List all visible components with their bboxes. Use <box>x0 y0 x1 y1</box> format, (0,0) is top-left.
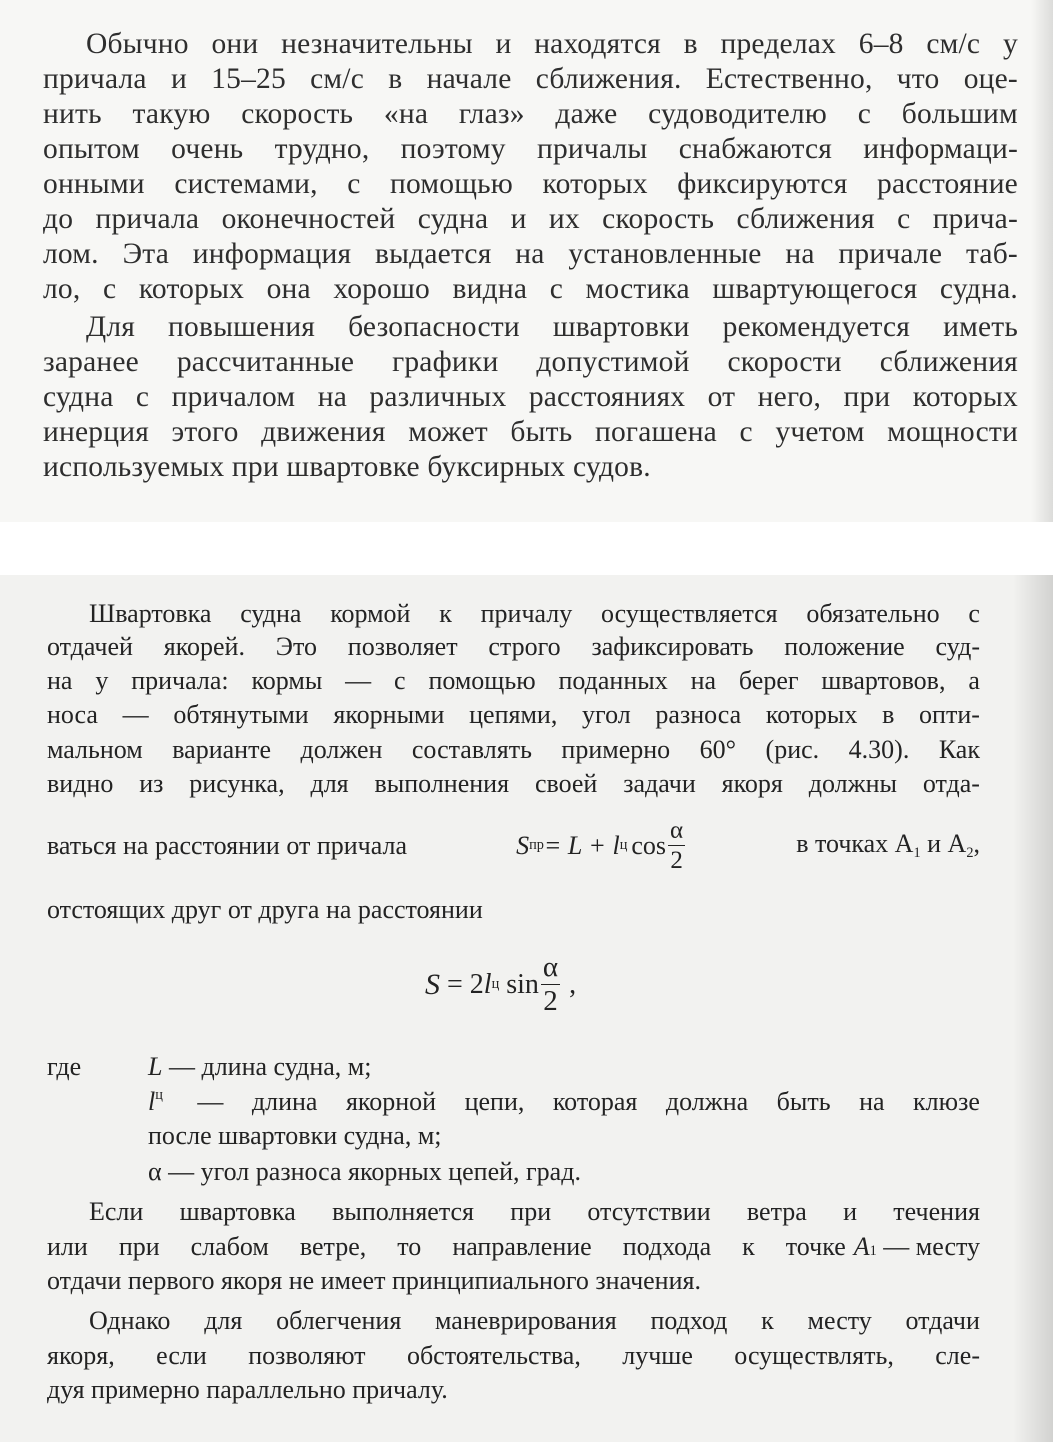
text-line: Швартовка судна кормой к причалу осуществляется обязательно с <box>89 599 980 628</box>
text-line: мальном варианте должен составлять примерно 60° (рис. 4.30). Как <box>47 735 980 764</box>
formula-line <box>47 818 980 873</box>
definition-l: l ц — длина якорной цепи, которая должна быть на клюзе <box>148 1087 980 1116</box>
text-line: заранее рассчитанные графики допустимой скорости сближения <box>43 346 1018 378</box>
text-line: ло, с которых она хорошо видна с мостика швартующегося судна. <box>43 273 1018 305</box>
formula-lead-text: ваться на расстоянии от причала <box>47 830 408 860</box>
definition-alpha: α — угол разноса якорных цепей, град. <box>148 1157 581 1186</box>
text-line: носа — обтянутыми якорными цепями, угол разноса которых в опти- <box>47 700 980 729</box>
text-line: Однако для облегчения маневрирования подход к месту отдачи <box>89 1306 980 1335</box>
text-line: лом. Эта информация выдается на установленные на причале таб- <box>43 238 1018 270</box>
fraction-alpha-over-2: $\frac{\alpha}{2}$ <box>542 951 559 1017</box>
text-line: якоря, если позволяют обстоятельства, лучше осуществлять, сле- <box>47 1341 980 1370</box>
text-line: отдачи первого якоря не имеет принципиального значения. <box>47 1266 701 1295</box>
formula-s-pr: S пр = L + l ц cos $\frac{\alpha}{2}$ <box>516 817 684 874</box>
text-line: Если швартовка выполняется при отсутствии ветра и течения <box>89 1197 980 1226</box>
where-label: где <box>47 1052 82 1081</box>
text-line: видно из рисунка, для выполнения своей задачи якоря должны отда- <box>47 769 980 798</box>
text-line: причала и 15–25 см/с в начале сближения. Естественно, что оце- <box>43 63 1018 95</box>
text-line: используемых при швартовке буксирных судов. <box>43 451 651 483</box>
text-line: онными системами, с помощью которых фиксируются расстояние <box>43 168 1018 200</box>
text-line: отдачей якорей. Это позволяет строго зафиксировать положение суд- <box>47 632 980 661</box>
fraction-alpha-over-2: $\frac{\alpha}{2}$ <box>670 817 684 874</box>
top-text-fragment <box>0 0 1053 522</box>
text-line: инерция этого движения может быть погашена с учетом мощности <box>43 416 1018 448</box>
text-line: до причала оконечностей судна и их скорость сближения с прича- <box>43 203 1018 235</box>
text-line: на у причала: кормы — с помощью поданных на берег швартовов, а <box>47 666 980 695</box>
formula-s-distance: S = 2 l ц sin $\frac{\alpha}{2}$ , <box>425 951 577 1017</box>
text-line: Обычно они незначительны и находятся в пределах 6–8 см/с у <box>86 28 1018 60</box>
formula-tail-text: в точках $A_1$ и $A_2$, <box>796 829 980 861</box>
definition-l-cont: после швартовки судна, м; <box>148 1121 442 1150</box>
bottom-text-fragment <box>0 575 1053 1442</box>
text-line: или при слабом ветре, то направление подхода к точке A 1 — месту <box>47 1232 980 1261</box>
text-line: опытом очень трудно, поэтому причалы снабжаются информаци- <box>43 133 1018 165</box>
text-line: дуя примерно параллельно причалу. <box>47 1375 448 1404</box>
text-line: отстоящих друг от друга на расстоянии <box>47 895 483 924</box>
text-line: судна с причалом на различных расстояниях от него, при которых <box>43 381 1018 413</box>
text-line: Для повышения безопасности швартовки рекомендуется иметь <box>86 311 1018 343</box>
definition-L: L — длина судна, м; <box>148 1052 372 1081</box>
text-line: нить такую скорость «на глаз» даже судоводителю с большим <box>43 98 1018 130</box>
